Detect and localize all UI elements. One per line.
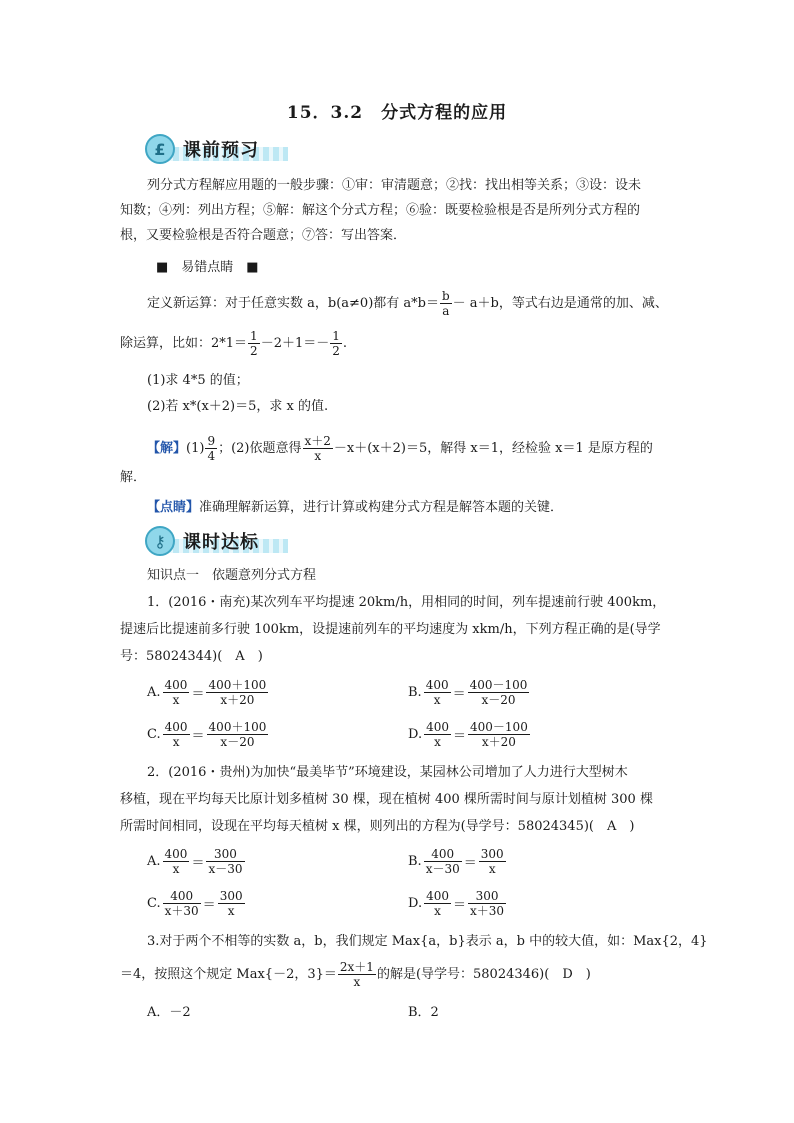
q1-option-c [147,720,269,749]
numerator: 400 [164,847,188,861]
text-span: (1) [186,441,205,456]
equals-sign: ＝ [191,687,205,702]
fraction [424,678,451,707]
q1-option-b [408,678,530,707]
fraction [248,329,260,358]
numerator: 400＋100 [208,720,267,734]
numerator: 300 [219,889,243,903]
q1-line-3: 号：58024344)( A ) [120,649,263,664]
fraction [330,329,342,358]
denominator: x [424,903,451,918]
fraction [218,889,245,918]
denominator: 4 [207,449,216,463]
denominator: x [479,861,506,876]
q3-option-a: A．－2 [147,1005,191,1020]
fraction [206,847,244,876]
denominator: x [424,692,451,707]
denominator: x＋30 [470,904,505,918]
option-label: B. [408,854,422,869]
q1-option-a [147,678,269,707]
equals-sign: ＝ [453,898,467,913]
fraction [205,434,217,463]
denominator: x [424,734,451,749]
section-header-preview [145,134,295,164]
denominator: x＋30 [164,904,199,918]
denominator: a [440,303,452,318]
q3-line-2 [120,960,591,989]
q2-option-d [408,889,507,918]
denominator: x＋20 [468,734,530,749]
fraction [424,847,462,876]
numerator: 400 [425,678,449,692]
equals-sign: ＝ [191,729,205,744]
numerator: 1 [250,329,258,343]
text-span: ＝4，按照这个规定 Max{－2，3}＝ [120,967,337,982]
option-label: D. [408,896,423,911]
equals-sign: ＝ [202,898,216,913]
numerator: 400 [431,847,455,861]
denominator: x－30 [208,862,243,876]
fraction [338,960,376,989]
section-title: 课时达标 [183,532,259,553]
denominator: x [218,903,245,918]
key-icon: ⚷ [145,526,175,556]
option-label: C. [147,727,161,742]
numerator: 400 [164,720,188,734]
denominator: 2 [332,344,340,358]
option-label: A. [147,854,161,869]
equals-sign: ＝ [453,729,467,744]
numerator: 400－100 [470,720,528,734]
equals-sign: ＝ [463,856,477,871]
section-header-practice [145,526,295,556]
fraction [424,889,451,918]
text-span: －2＋1＝－ [260,336,330,351]
equals-sign: ＝ [191,856,205,871]
fraction [479,847,506,876]
solution-line-2: 解． [120,470,147,485]
denominator: x＋20 [206,692,268,707]
example-line-1 [147,289,668,318]
numerator: 400 [426,889,449,903]
solution-tag: 【解】 [147,441,187,456]
q2-line-1: 2．(2016・贵州)为加快“最美毕节”环境建设，某园林公司增加了人力进行大型树木 [147,765,628,780]
fraction [424,720,451,749]
denominator: x－20 [207,734,269,749]
option-label: C. [147,896,161,911]
q2-option-c [147,889,246,918]
fraction [468,889,506,918]
fraction [303,434,333,463]
text-span: ；(2)依题意得 [218,441,302,456]
q2-line-3: 所需时间相同，设现在平均每天植树 x 棵，则列出的方程为(导学号：58024345)( A ) [120,819,635,834]
numerator: 2x＋1 [339,960,374,974]
preview-line-3: 根，又要检验根是否符合题意；⑦答：写出答案． [120,228,407,243]
q3-option-b: B．2 [408,1005,439,1020]
equals-sign: ＝ [452,687,466,702]
denominator: 2 [250,344,258,358]
denominator: x [303,448,333,463]
fraction [163,889,201,918]
text-span: . [342,336,348,351]
fraction [163,678,190,707]
text-span: 的解是(导学号：58024346)( D ) [376,967,591,982]
numerator: 400 [170,889,194,903]
section-title: 课前预习 [183,140,259,161]
numerator: 9 [207,434,216,448]
numerator: 300 [475,889,499,903]
fraction [163,720,190,749]
q1-option-d [408,720,531,749]
numerator: x＋2 [304,434,331,448]
preview-line-2: 知数；④列：列出方程；⑤解：解这个分式方程；⑥验：既要检验根是否是所列分式方程的 [120,203,641,218]
q1-line-1: 1．(2016・南充)某次列车平均提速 20km/h，用相同的时间，列车提速前行驶 400km， [147,595,666,610]
q3-line-1: 3.对于两个不相等的实数 a，b，我们规定 Max{a，b}表示 a，b 中的较大值，如：Max{2，4} [147,934,708,949]
fraction [206,678,268,707]
text-span: 除运算，比如：2*1＝ [120,336,248,351]
fraction [468,720,530,749]
preview-line-1: 列分式方程解应用题的一般步骤：①审：审清题意；②找：找出相等关系；③设：设未 [147,178,642,193]
denominator: x [163,861,190,876]
denominator: x－30 [425,862,460,876]
knowledge-point: 知识点一 依题意列分式方程 [147,568,317,583]
text-span: －x＋(x＋2)＝5，解得 x＝1，经检验 x＝1 是原方程的 [333,441,653,456]
text-span: 准确理解新运算，进行计算或构建分式方程是解答本题的关键． [199,500,564,515]
example-question-2: (2)若 x*(x＋2)＝5，求 x 的值. [147,399,329,414]
denominator: x [338,974,376,989]
example-question-1: (1)求 4*5 的值； [147,373,249,388]
easy-error-heading: ■ 易错点睛 ■ [156,260,259,275]
pound-icon: £ [145,134,175,164]
numerator: 400－100 [469,678,528,692]
numerator: 300 [480,847,504,861]
numerator: 300 [214,847,237,861]
text-span: 定义新运算：对于任意实数 a，b(a≠0)都有 a*b＝ [147,296,439,311]
q1-line-2: 提速后比提速前多行驶 100km，设提速前列车的平均速度为 xkm/h，下列方程正确的是(导学 [120,622,661,637]
q2-option-b [408,847,507,876]
denominator: x [163,692,190,707]
fraction [207,720,269,749]
fraction [440,289,452,318]
page-title: 15．3.2 分式方程的应用 [286,103,508,123]
denominator: x [163,734,190,749]
q2-line-2: 移植，现在平均每天比原计划多植树 30 棵，现在植树 400 棵所需时间与原计划植树 300 棵 [120,792,653,807]
denominator: x－20 [468,692,530,707]
q2-option-a [147,847,246,876]
fraction [163,847,190,876]
option-label: A. [147,685,161,700]
option-label: D. [408,727,423,742]
numerator: 1 [332,329,340,343]
numerator: 400 [426,720,449,734]
tip-line [147,500,563,516]
numerator: 400 [164,678,188,692]
tip-tag: 【点睛】 [147,500,200,515]
fraction [468,678,530,707]
option-label: B. [408,685,422,700]
numerator: b [441,289,450,303]
solution-line [147,434,653,463]
numerator: 400＋100 [208,678,267,692]
example-line-2 [120,329,347,358]
text-span: － a＋b，等式右边是通常的加、减、 [452,296,668,311]
